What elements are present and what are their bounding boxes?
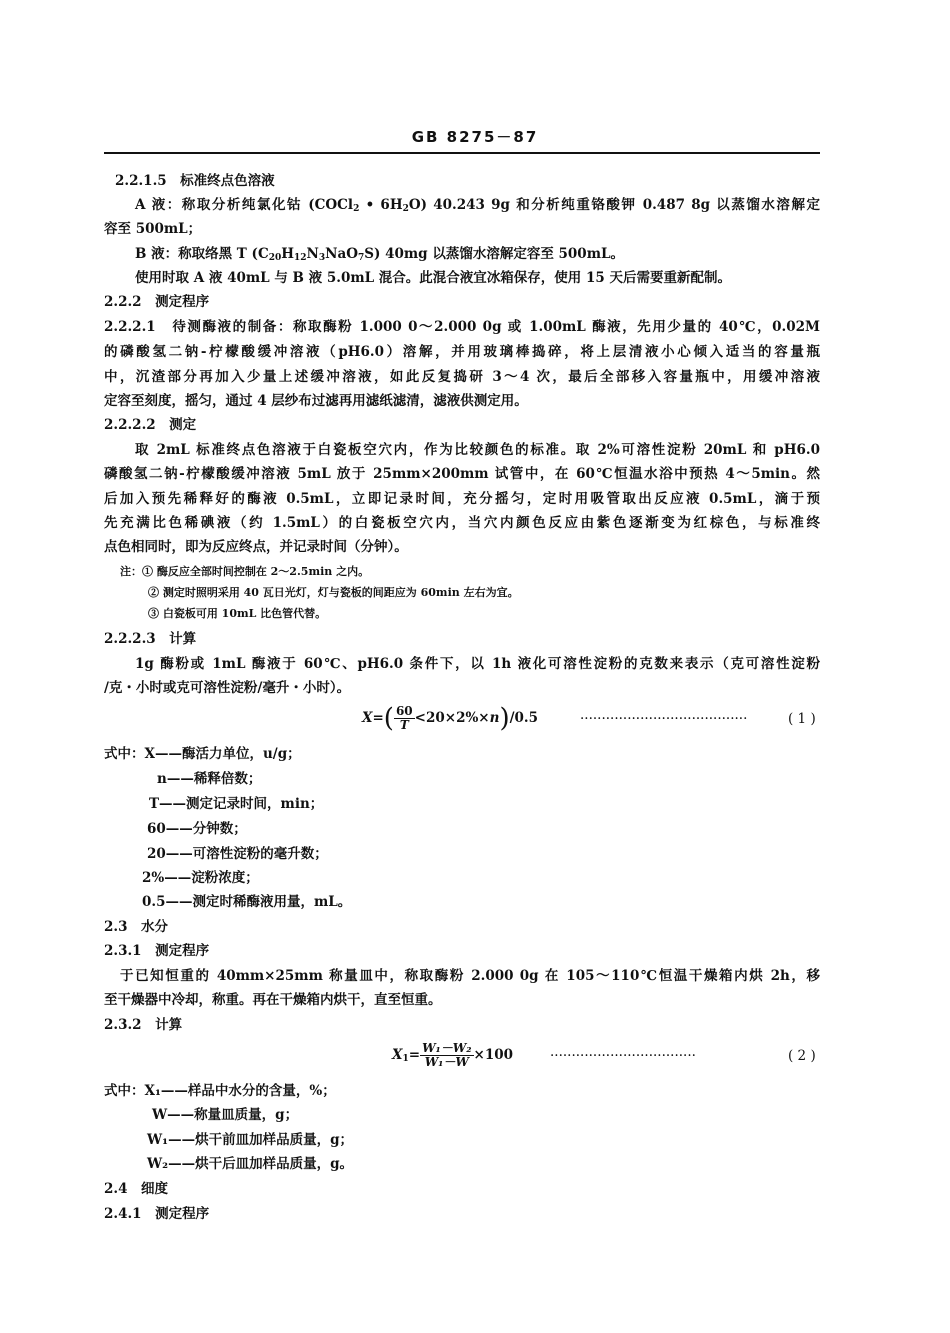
formula-2: $X_1=$ $\frac{\text{W₁－W₂}}{\text{W₁－W}}$ ×100 [392,1041,514,1069]
formula-2-number: ( 2 ) [788,1048,816,1064]
where-n: n——稀释倍数； [157,771,262,787]
text-line: 取 2mL 标准终点色溶液于白瓷板空穴内，作为比较颜色的标准。取 2%可溶性淀粉 20mL 和 pH6.0 [135,442,820,458]
formula-1-leader: ······································· [580,711,748,727]
text-line: 容至 500mL； [104,221,202,237]
text-line: 1g 酶粉或 1mL 酶液于 60℃、pH6.0 条件下，以 1h 液化可溶性淀粉的克数来表示（克可溶性淀粉 [135,656,820,672]
formula-1: X=( $\frac{60}{T}$ <20×2%×n)/0.5 [362,703,539,734]
solution-a-text: A 液：称取分析纯氯化钴 (COCl$_2$ • $6H_2O$) 40.243 9g 和分析纯重铬酸钾 0.487 8g 以蒸馏水溶解定 [135,197,820,214]
where-20: 20——可溶性淀粉的毫升数； [147,846,328,862]
formula-1-number: ( 1 ) [788,711,816,727]
standard-code-header: GB 8275－87 [411,128,539,146]
text-line: 磷酸氢二钠-柠檬酸缓冲溶液 5mL 放于 25mm×200mm 试管中，在 60℃恒温水浴中预热 4～5min。然 [104,466,820,482]
text-line: 点色相同时，即为反应终点，并记录时间（分钟）。 [104,539,408,555]
section-2-2-2-3: 2.2.2.3 计算 [104,631,197,647]
note-1: 注：① 酶反应全部时间控制在 2～2.5min 之内。 [120,565,370,578]
section-2-3: 2.3 水分 [104,919,168,935]
text-line: 至干燥器中冷却，称重。再在干燥箱内烘干，直至恒重。 [104,992,442,1008]
text-line: 的磷酸氢二钠-柠檬酸缓冲溶液（pH6.0）溶解，并用玻璃棒捣碎，将上层清液小心倾入适当的容量瓶 [104,344,820,360]
text-line: 定容至刻度，摇匀，通过 4 层纱布过滤再用滤纸滤清，滤液供测定用。 [104,393,528,409]
section-2-4-1: 2.4.1 测定程序 [104,1206,210,1222]
text-line: 中，沉渣部分再加入少量上述缓冲溶液，如此反复捣研 3～4 次，最后全部移入容量瓶中，用缓冲溶液 [104,369,820,385]
where-2pct: 2%——淀粉浓度； [142,870,259,886]
section-2-2-2-2: 2.2.2.2 测定 [104,417,197,433]
section-2-4: 2.4 细度 [104,1181,168,1197]
text-line: 于已知恒重的 40mm×25mm 称量皿中，称取酶粉 2.000 0g 在 105～110℃恒温干燥箱内烘 2h，移 [120,968,820,984]
text-line: 2.2.2.1 待测酶液的制备：称取酶粉 1.000 0～2.000 0g 或 1.00mL 酶液，先用少量的 40℃，0.02M [104,319,820,335]
text-line: 使用时取 A 液 40mL 与 B 液 5.0mL 混合。此混合液宜冰箱保存，使用 15 天后需要重新配制。 [135,270,731,286]
where-w1: W₁——烘干前皿加样品质量，g； [147,1132,354,1148]
header-rule [104,152,820,154]
where-x1: 式中：X₁——样品中水分的含量，%； [104,1083,336,1099]
text-line: 先充满比色稀碘液（约 1.5mL）的白瓷板空穴内，当穴内颜色反应由紫色逐渐变为红棕色，与标准终 [104,515,820,531]
where-x: 式中：X——酶活力单位，u/g； [104,746,301,762]
text-line: 后加入预先稀释好的酶液 0.5mL，立即记录时间，充分摇匀，定时用吸管取出反应液 0.5mL，滴于预 [104,491,820,507]
text-line: /克・小时或克可溶性淀粉/毫升・小时）。 [104,680,351,696]
where-t: T——测定记录时间，min； [149,796,324,812]
formula-2-leader: ·································· [550,1048,696,1064]
where-60: 60——分钟数； [147,821,247,837]
note-2: ② 测定时照明采用 40 瓦日光灯，灯与瓷板的间距应为 60min 左右为宜。 [148,586,519,599]
solution-b-text: B 液：称取络黑 T $(C_{20}H_{12}N_3NaO_7S)$ 40mg 以蒸馏水溶解定容至 500mL。 [135,246,624,263]
where-w: W——称量皿质量，g； [152,1107,299,1123]
section-2-2-1-5: 2.2.1.5 标准终点色溶液 [115,173,275,189]
where-0-5: 0.5——测定时稀酶液用量，mL。 [142,894,352,910]
note-3: ③ 白瓷板可用 10mL 比色管代替。 [148,607,327,620]
section-2-3-2: 2.3.2 计算 [104,1017,183,1033]
where-w2: W₂——烘干后皿加样品质量，g。 [147,1156,354,1172]
section-2-3-1: 2.3.1 测定程序 [104,943,210,959]
section-2-2-2: 2.2.2 测定程序 [104,294,210,310]
